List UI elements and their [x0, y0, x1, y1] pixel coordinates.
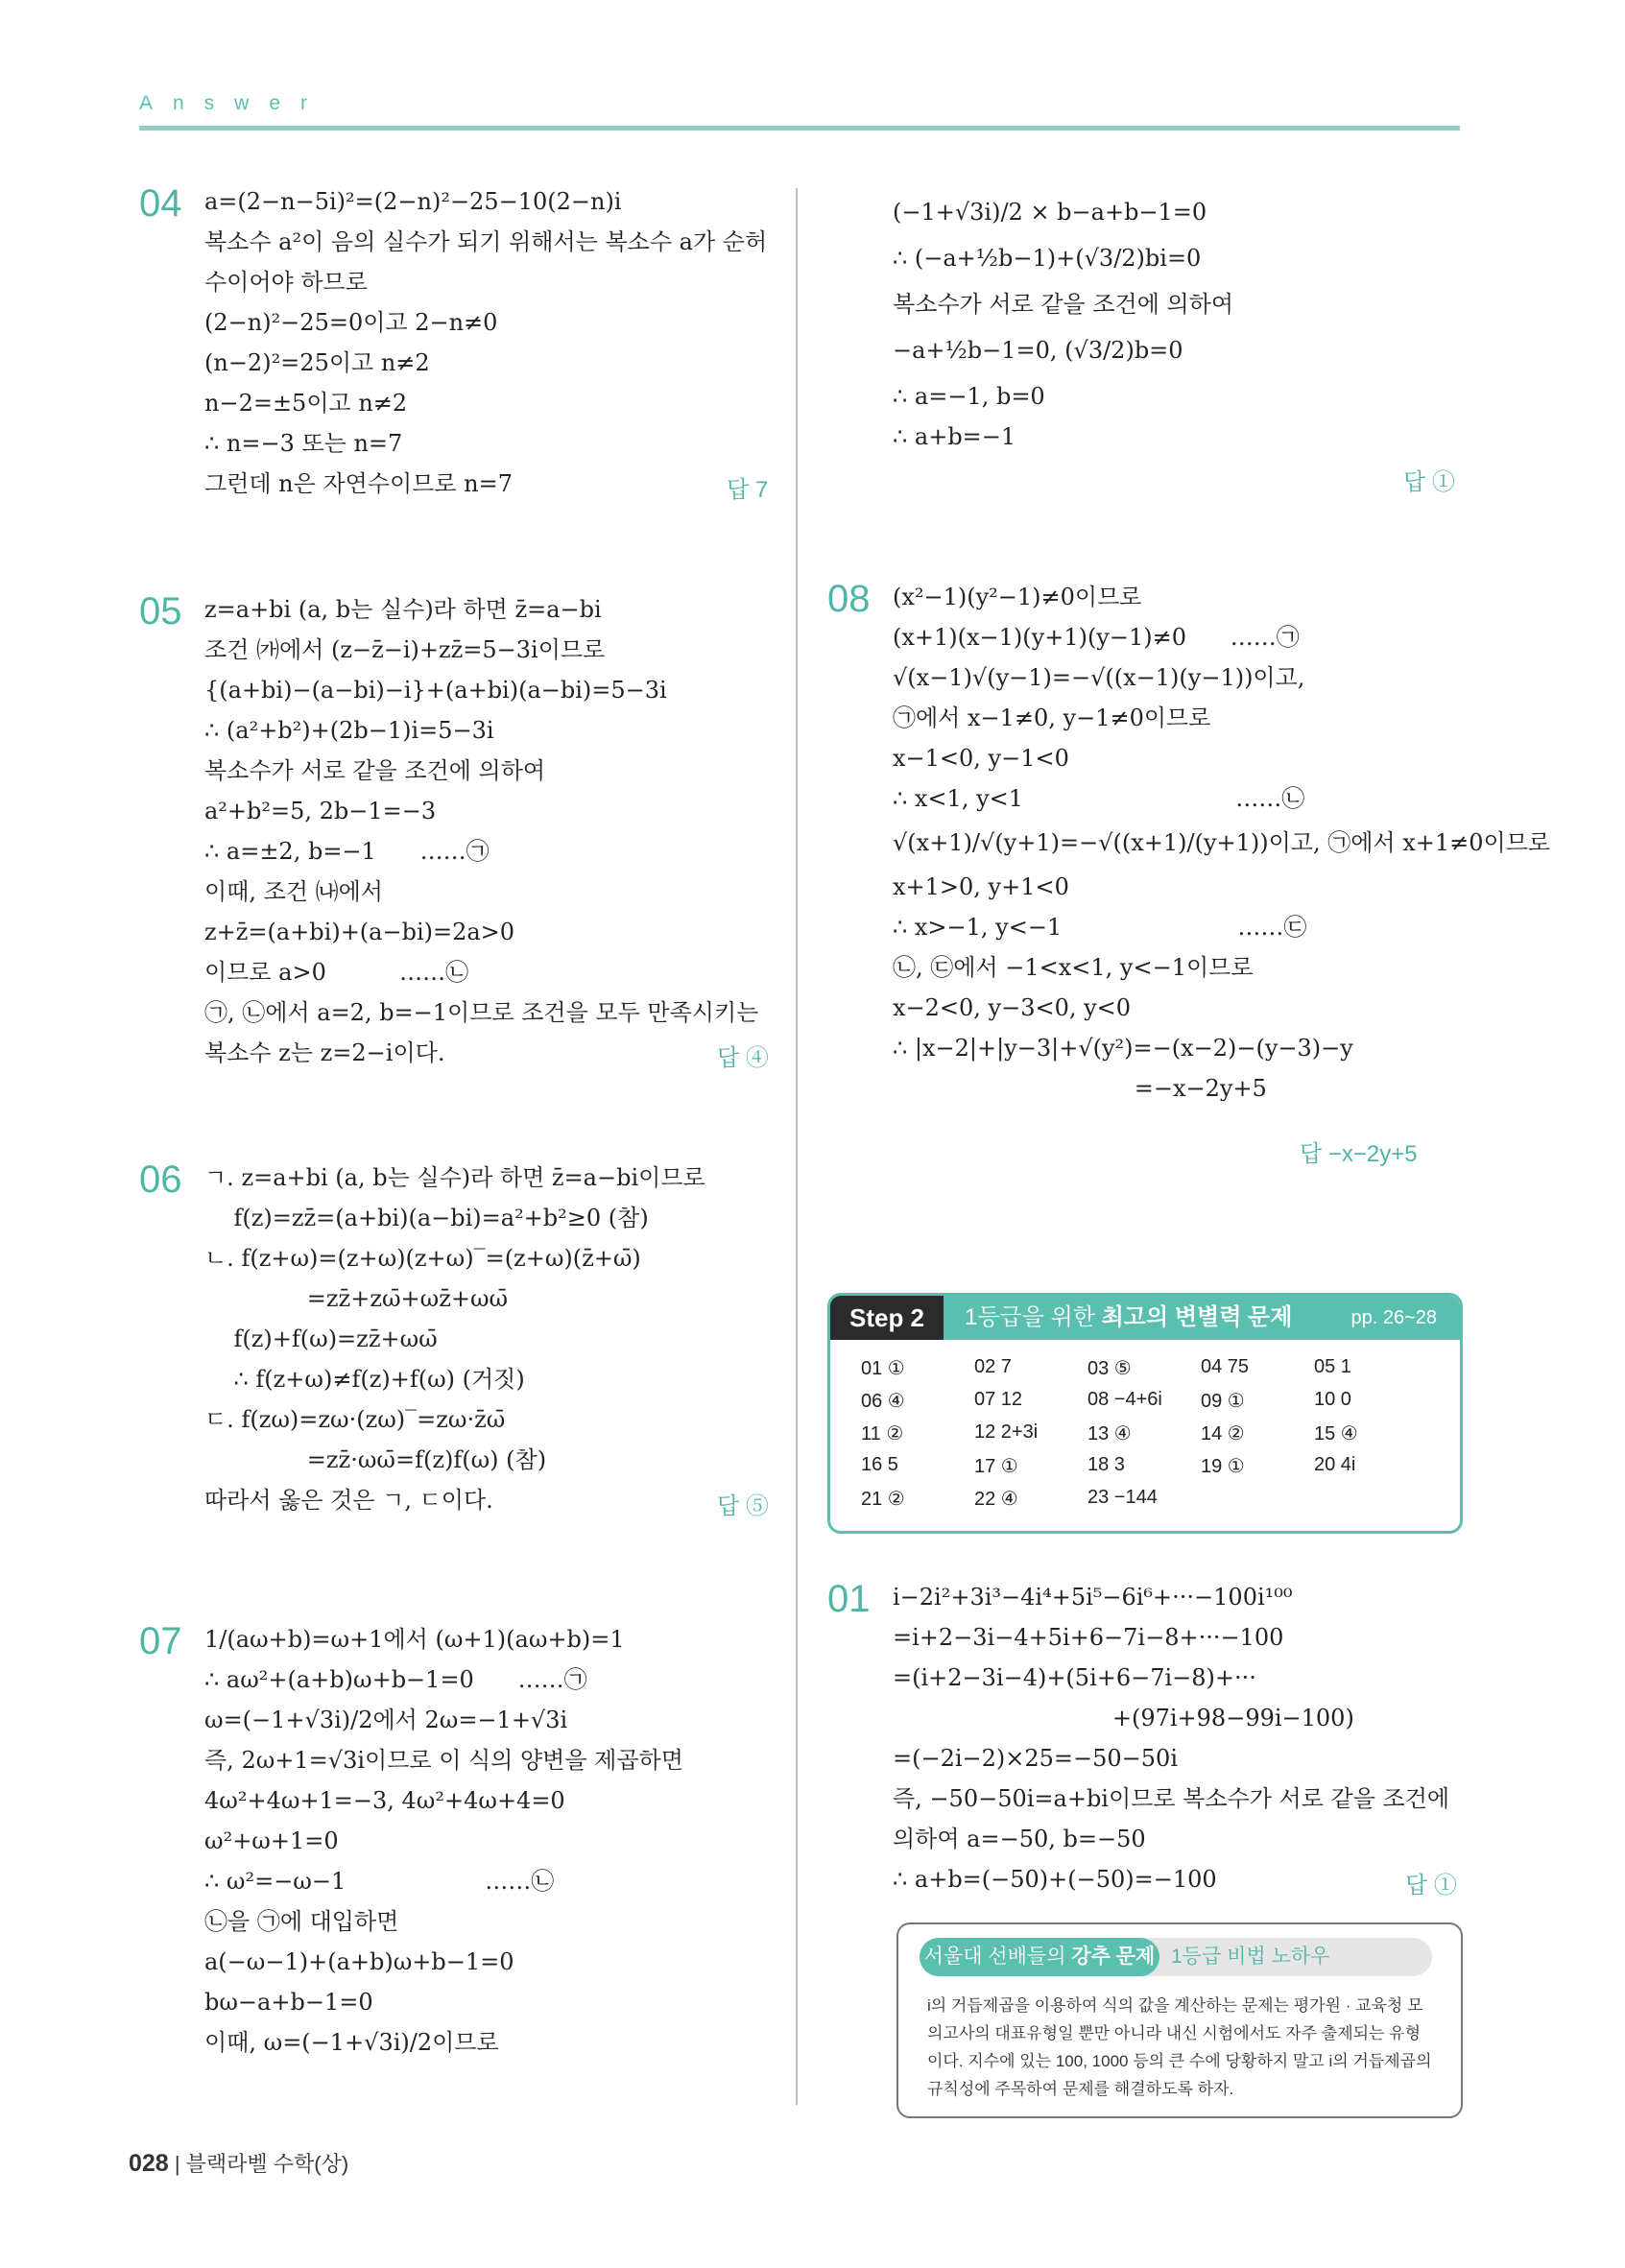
answer-cell: 06 ④ — [861, 1391, 905, 1412]
section-header: Answer — [139, 92, 328, 114]
answer-cell: 07 12 — [974, 1389, 1023, 1410]
answer-cell: 18 3 — [1087, 1454, 1125, 1475]
solution-line: ㉡, ㉢에서 −1<x<1, y<−1이므로 — [893, 954, 1254, 981]
answer-label: 답 ⑤ — [717, 1493, 769, 1519]
solution-line: a²+b²=5, 2b−1=−3 — [204, 798, 437, 824]
solution-line: 즉, 2ω+1=√3i이므로 이 식의 양변을 제곱하면 — [204, 1747, 683, 1774]
page-number: 028 — [129, 2150, 169, 2177]
tip-subtitle: 1등급 비법 노하우 — [1171, 1946, 1330, 1968]
book-title: 블랙라벨 수학(상) — [185, 2152, 349, 2176]
solution-line: ∴ (−a+½b−1)+(√3/2)bi=0 — [893, 245, 1202, 272]
answer-cell: 11 ② — [861, 1423, 904, 1444]
solution-line: a=(2−n−5i)²=(2−n)²−25−10(2−n)i — [204, 188, 622, 215]
answer-cell: 10 0 — [1314, 1389, 1351, 1410]
problem-body — [204, 1158, 705, 1520]
solution-line: 즉, −50−50i=a+bi이므로 복소수가 서로 같을 조건에 — [893, 1785, 1450, 1812]
answer-cell: 20 4i — [1314, 1454, 1356, 1475]
answer-cell: 13 ④ — [1087, 1423, 1132, 1444]
header-rule — [139, 126, 1460, 131]
page-footer — [129, 2148, 348, 2178]
solution-line: 수이어야 하므로 — [204, 269, 368, 296]
step2-title — [965, 1296, 1292, 1340]
step2-header — [830, 1296, 1460, 1340]
solution-line: 이므로 a>0 ……㉡ — [204, 959, 469, 986]
solution-line: 1/(aω+b)=ω+1에서 (ω+1)(aω+b)=1 — [204, 1626, 625, 1653]
problem-body — [204, 589, 758, 1073]
solution-line: ∴ aω²+(a+b)ω+b−1=0 ……㉠ — [204, 1666, 587, 1693]
solution-line: √(x−1)√(y−1)=−√((x−1)(y−1))이고, — [893, 664, 1305, 691]
answer-cell: 16 5 — [861, 1454, 898, 1475]
problem-number: 05 — [139, 590, 182, 633]
answer-label: 답 ① — [1403, 469, 1455, 495]
answer-cell: 03 ⑤ — [1087, 1358, 1132, 1379]
answer-cell: 12 2+3i — [974, 1421, 1039, 1443]
solution-line: (x+1)(x−1)(y+1)(y−1)≠0 ……㉠ — [893, 624, 1300, 651]
answer-cell: 23 −144 — [1087, 1487, 1158, 1508]
solution-line: ∴ a=±2, b=−1 ……㉠ — [204, 838, 490, 865]
solution-line: ω=(−1+√3i)/2에서 2ω=−1+√3i — [204, 1707, 568, 1733]
solution-line: ∴ a+b=(−50)+(−50)=−100 — [893, 1866, 1217, 1893]
solution-line: ω²+ω+1=0 — [204, 1827, 339, 1854]
solution-line: 복소수 z는 z=2−i이다. — [204, 1039, 445, 1066]
problem-number: 06 — [139, 1158, 182, 1201]
problem-body — [204, 181, 767, 504]
solution-line: ㄴ. f(z+ω)=(z+ω)(z+ω)‾=(z+ω)(z̄+ω̄) — [204, 1245, 641, 1272]
answer-cell: 08 −4+6i — [1087, 1389, 1162, 1410]
solution-line: {(a+bi)−(a−bi)−i}+(a+bi)(a−bi)=5−3i — [204, 677, 667, 704]
tip-tag — [920, 1938, 1159, 1976]
solution-line: n−2=±5이고 n≠2 — [204, 390, 408, 417]
tip-tag-prefix: 서울대 선배들의 — [923, 1946, 1066, 1968]
answer-cell: 15 ④ — [1314, 1423, 1358, 1444]
solution-line: x+1>0, y+1<0 — [893, 873, 1069, 900]
solution-line: f(z)=zz̄=(a+bi)(a−bi)=a²+b²≥0 (참) — [204, 1205, 649, 1231]
solution-line: =(−2i−2)×25=−50−50i — [893, 1745, 1178, 1772]
solution-line: ∴ f(z+ω)≠f(z)+f(ω) (거짓) — [204, 1366, 525, 1393]
answer-cell: 19 ① — [1201, 1456, 1245, 1477]
solution-line: ∴ n=−3 또는 n=7 — [204, 430, 403, 457]
answer-cell: 02 7 — [974, 1356, 1012, 1377]
solution-line: 그런데 n은 자연수이므로 n=7 — [204, 470, 514, 497]
solution-line: bω−a+b−1=0 — [204, 1989, 373, 2016]
problem-number: 08 — [827, 578, 871, 620]
problem-body — [893, 577, 1550, 1109]
answer-cell: 21 ② — [861, 1489, 905, 1510]
solution-line: 4ω²+4ω+1=−3, 4ω²+4ω+4=0 — [204, 1787, 565, 1814]
solution-line: ∴ a=−1, b=0 — [893, 383, 1045, 410]
solution-line: =i+2−3i−4+5i+6−7i−8+···−100 — [893, 1624, 1284, 1651]
step2-title-bold: 최고의 변별력 문제 — [1101, 1304, 1293, 1330]
solution-line: +(97i+98−99i−100) — [893, 1705, 1354, 1731]
solution-line: =zz̄+zω̄+ωz̄+ωω̄ — [204, 1285, 509, 1312]
footer-separator: | — [174, 2152, 186, 2176]
solution-line: ∴ a+b=−1 — [893, 423, 1016, 450]
solution-line: i−2i²+3i³−4i⁴+5i⁵−6i⁶+···−100i¹⁰⁰ — [893, 1584, 1293, 1611]
problem-number: 01 — [827, 1578, 871, 1620]
problem-body — [893, 1577, 1449, 1899]
answer-cell: 17 ① — [974, 1456, 1018, 1477]
solution-line: x−1<0, y−1<0 — [893, 745, 1069, 772]
solution-line: ∴ |x−2|+|y−3|+√(y²)=−(x−2)−(y−3)−y — [893, 1035, 1353, 1062]
solution-line: z=a+bi (a, b는 실수)라 하면 z̄=a−bi — [204, 596, 602, 623]
solution-line: 따라서 옳은 것은 ㄱ, ㄷ이다. — [204, 1487, 493, 1514]
solution-line: ∴ (a²+b²)+(2b−1)i=5−3i — [204, 717, 494, 744]
answer-label: 답 −x−2y+5 — [1300, 1141, 1418, 1167]
step2-label: Step 2 — [830, 1296, 944, 1340]
column-divider — [796, 188, 798, 2105]
step2-title-prefix: 1등급을 위한 — [965, 1304, 1095, 1330]
solution-line: =−x−2y+5 — [893, 1075, 1267, 1102]
solution-line: ㄱ. z=a+bi (a, b는 실수)라 하면 z̄=a−bi이므로 — [204, 1164, 705, 1191]
solution-line: ㉠에서 x−1≠0, y−1≠0이므로 — [893, 704, 1211, 731]
answer-cell: 04 75 — [1201, 1356, 1250, 1377]
answer-cell: 14 ② — [1201, 1423, 1245, 1444]
tip-tag-bold: 강추 문제 — [1071, 1946, 1156, 1968]
solution-line: ㉡을 ㉠에 대입하면 — [204, 1908, 399, 1935]
solution-line: z+z̄=(a+bi)+(a−bi)=2a>0 — [204, 919, 515, 945]
tip-header — [920, 1938, 1432, 1976]
solution-line: −a+½b−1=0, (√3/2)b=0 — [893, 337, 1183, 364]
solution-line: (−1+√3i)/2 × b−a+b−1=0 — [893, 199, 1207, 226]
answer-label: 답 7 — [727, 477, 769, 503]
solution-line: =zz̄·ωω̄=f(z)f(ω) (참) — [204, 1446, 547, 1473]
problem-number: 07 — [139, 1620, 182, 1662]
solution-line: =(i+2−3i−4)+(5i+6−7i−8)+··· — [893, 1664, 1256, 1691]
solution-line: ㄷ. f(zω)=zω·(zω)‾=zω·z̄ω̄ — [204, 1406, 506, 1433]
answer-cell: 05 1 — [1314, 1356, 1351, 1377]
problem-body — [893, 192, 1233, 457]
solution-line: ∴ x>−1, y<−1 ……㉢ — [893, 914, 1307, 941]
step2-answer-box — [827, 1293, 1463, 1534]
problem-body — [204, 1619, 683, 2063]
problem-number: 04 — [139, 182, 182, 225]
solution-line: ∴ ω²=−ω−1 ……㉡ — [204, 1868, 555, 1895]
solution-line: (x²−1)(y²−1)≠0이므로 — [893, 584, 1142, 610]
solution-line: 복소수 a²이 음의 실수가 되기 위해서는 복소수 a가 순허 — [204, 228, 768, 255]
tip-text: i의 거듭제곱을 이용하여 식의 값을 계산하는 문제는 평가원 · 교육청 모의고사의 대표유형일 뿐만 아니라 내신 시험에서도 자주 출제되는 유형이다. 지수에 있는 100, 1000 등의 큰 수에 당황하지 말고 i의 거듭제곱의 규칙성에 주목하여 문제를 해결하도록 하자. — [927, 1996, 1432, 2098]
solution-line: 이때, ω=(−1+√3i)/2이므로 — [204, 2029, 499, 2056]
tip-box — [896, 1922, 1463, 2118]
solution-line: 이때, 조건 ㈏에서 — [204, 878, 383, 905]
solution-line: 조건 ㈎에서 (z−z̄−i)+zz̄=5−3i이므로 — [204, 636, 606, 663]
solution-line: f(z)+f(ω)=zz̄+ωω̄ — [204, 1325, 438, 1352]
step2-pages: pp. 26~28 — [1350, 1307, 1437, 1328]
solution-line: (n−2)²=25이고 n≠2 — [204, 349, 430, 376]
answer-cell: 01 ① — [861, 1358, 905, 1379]
solution-line: ㉠, ㉡에서 a=2, b=−1이므로 조건을 모두 만족시키는 — [204, 999, 759, 1026]
answer-label: 답 ① — [1405, 1873, 1457, 1898]
answer-cell: 09 ① — [1201, 1391, 1245, 1412]
answer-cell: 22 ④ — [974, 1489, 1018, 1510]
solution-line: 복소수가 서로 같을 조건에 의하여 — [893, 291, 1234, 318]
solution-line: √(x+1)/√(y+1)=−√((x+1)/(y+1))이고, ㉠에서 x+1≠0이므로 — [893, 829, 1551, 856]
answer-label: 답 ④ — [717, 1045, 769, 1071]
solution-line: a(−ω−1)+(a+b)ω+b−1=0 — [204, 1948, 514, 1975]
solution-line: 복소수가 서로 같을 조건에 의하여 — [204, 757, 546, 784]
solution-line: 의하여 a=−50, b=−50 — [893, 1826, 1146, 1852]
solution-line: (2−n)²−25=0이고 2−n≠0 — [204, 309, 498, 336]
solution-line: ∴ x<1, y<1 ……㉡ — [893, 785, 1305, 812]
solution-line: x−2<0, y−3<0, y<0 — [893, 994, 1132, 1021]
